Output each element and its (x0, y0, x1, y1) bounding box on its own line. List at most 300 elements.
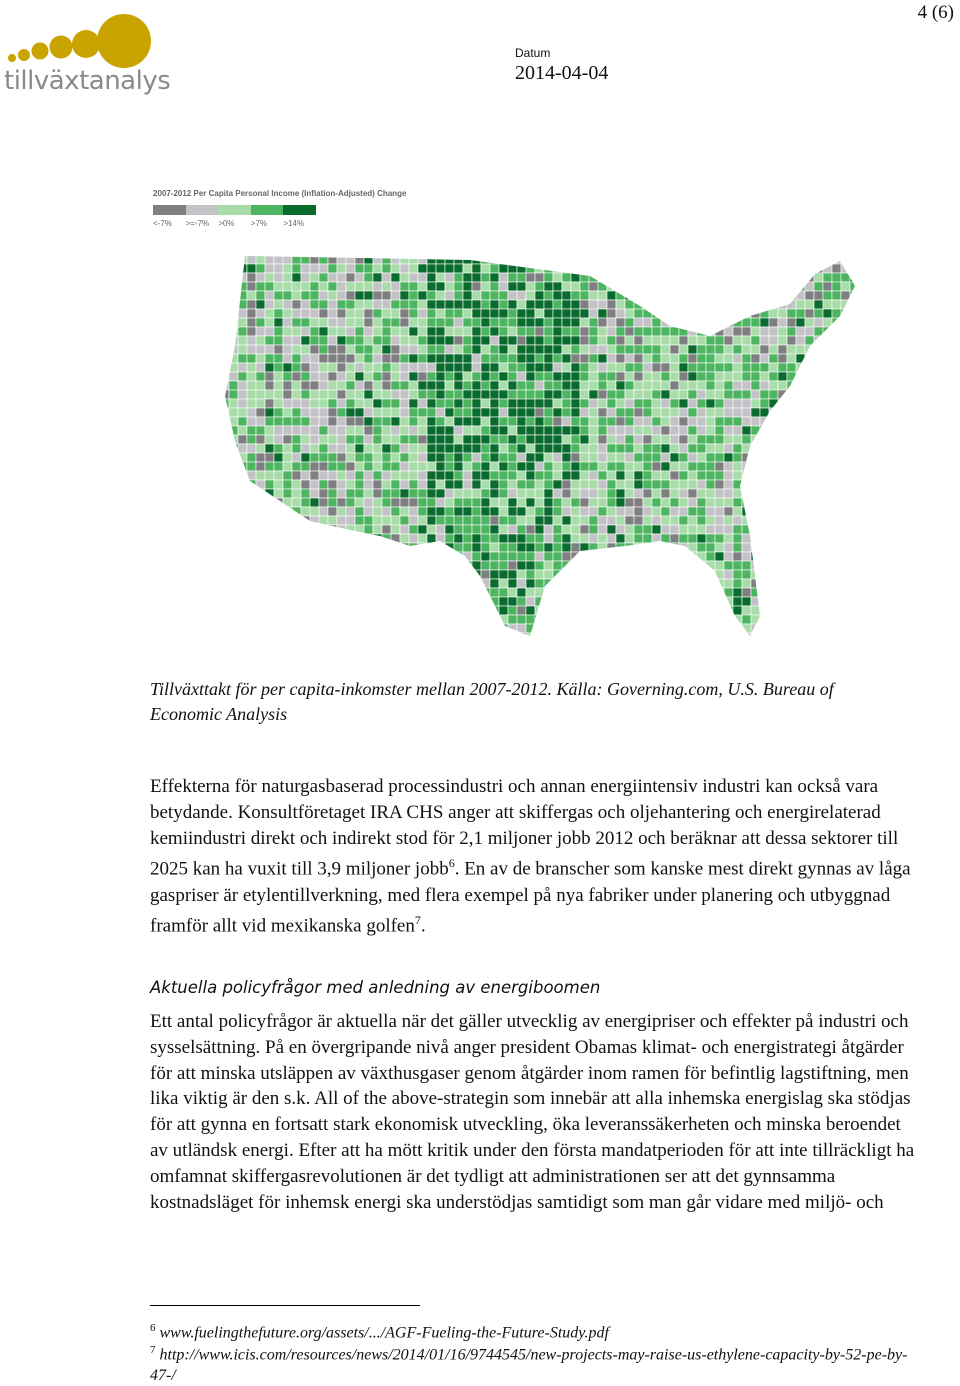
county-cell (616, 480, 625, 489)
county-cell (526, 381, 535, 390)
county-cell (778, 426, 787, 435)
county-cell (247, 273, 256, 282)
county-cell (229, 624, 238, 633)
county-cell (760, 543, 769, 552)
county-cell (580, 390, 589, 399)
county-cell (715, 471, 724, 480)
county-cell (382, 399, 391, 408)
county-cell (229, 570, 238, 579)
county-cell (706, 462, 715, 471)
county-cell (400, 615, 409, 624)
county-cell (463, 624, 472, 633)
county-cell (571, 561, 580, 570)
county-cell (616, 273, 625, 282)
county-cell (859, 597, 866, 606)
county-cell (265, 462, 274, 471)
county-cell (787, 327, 796, 336)
county-cell (535, 597, 544, 606)
county-cell (544, 570, 553, 579)
county-cell (247, 498, 256, 507)
county-cell (859, 318, 866, 327)
county-cell (292, 462, 301, 471)
county-cell (292, 471, 301, 480)
county-cell (526, 318, 535, 327)
county-cell (643, 462, 652, 471)
county-cell (688, 300, 697, 309)
county-cell (778, 507, 787, 516)
county-cell (481, 300, 490, 309)
county-cell (616, 318, 625, 327)
county-cell (580, 516, 589, 525)
county-cell (220, 570, 229, 579)
county-cell (229, 435, 238, 444)
county-cell (724, 273, 733, 282)
county-cell (481, 444, 490, 453)
county-cell (769, 471, 778, 480)
county-cell (301, 273, 310, 282)
county-cell (832, 606, 841, 615)
county-cell (382, 372, 391, 381)
county-cell (769, 282, 778, 291)
county-cell (409, 273, 418, 282)
county-cell (688, 615, 697, 624)
county-cell (616, 390, 625, 399)
county-cell (463, 246, 472, 255)
county-cell (841, 264, 850, 273)
county-cell (274, 417, 283, 426)
county-cell (256, 408, 265, 417)
county-cell (427, 354, 436, 363)
county-cell (382, 300, 391, 309)
date-label: Datum (515, 46, 551, 60)
county-cell (418, 516, 427, 525)
county-cell (283, 381, 292, 390)
county-cell (382, 543, 391, 552)
county-cell (697, 606, 706, 615)
county-cell (409, 498, 418, 507)
county-cell (301, 354, 310, 363)
county-cell (337, 624, 346, 633)
county-cell (481, 462, 490, 471)
county-cell (472, 363, 481, 372)
county-cell (814, 507, 823, 516)
county-cell (715, 606, 724, 615)
county-cell (346, 606, 355, 615)
county-cell (283, 363, 292, 372)
county-cell (841, 642, 850, 646)
county-cell (553, 606, 562, 615)
county-cell (382, 552, 391, 561)
county-cell (220, 408, 229, 417)
county-cell (310, 615, 319, 624)
county-cell (625, 363, 634, 372)
county-cell (598, 489, 607, 498)
county-cell (481, 327, 490, 336)
county-cell (634, 381, 643, 390)
county-cell (499, 498, 508, 507)
county-cell (580, 597, 589, 606)
county-cell (283, 462, 292, 471)
county-cell (418, 336, 427, 345)
county-cell (292, 570, 301, 579)
county-cell (526, 462, 535, 471)
county-cell (265, 516, 274, 525)
county-cell (625, 390, 634, 399)
county-cell (472, 435, 481, 444)
county-cell (229, 453, 238, 462)
county-cell (841, 534, 850, 543)
county-cell (580, 462, 589, 471)
county-cell (301, 615, 310, 624)
county-cell (391, 318, 400, 327)
county-cell (517, 390, 526, 399)
county-cell (382, 354, 391, 363)
county-cell (472, 543, 481, 552)
county-cell (769, 435, 778, 444)
county-cell (490, 255, 499, 264)
county-cell (364, 525, 373, 534)
county-cell (724, 417, 733, 426)
county-cell (346, 525, 355, 534)
county-cell (481, 543, 490, 552)
county-cell (679, 399, 688, 408)
county-cell (769, 570, 778, 579)
county-cell (616, 597, 625, 606)
county-cell (319, 534, 328, 543)
county-cell (418, 588, 427, 597)
county-cell (436, 255, 445, 264)
county-cell (499, 471, 508, 480)
county-cell (418, 552, 427, 561)
county-cell (256, 372, 265, 381)
county-cell (526, 282, 535, 291)
county-cell (409, 561, 418, 570)
county-cell (427, 318, 436, 327)
county-cell (733, 480, 742, 489)
county-cell (751, 453, 760, 462)
county-cell (499, 552, 508, 561)
county-cell (598, 435, 607, 444)
county-cell (382, 318, 391, 327)
county-cell (490, 489, 499, 498)
county-cell (643, 597, 652, 606)
county-cell (733, 273, 742, 282)
county-cell (571, 345, 580, 354)
county-cell (553, 489, 562, 498)
county-cell (805, 417, 814, 426)
county-cell (400, 561, 409, 570)
county-cell (256, 282, 265, 291)
county-cell (256, 588, 265, 597)
county-cell (463, 327, 472, 336)
county-cell (769, 597, 778, 606)
county-cell (688, 606, 697, 615)
county-cell (229, 516, 238, 525)
county-cell (220, 615, 229, 624)
county-cell (688, 624, 697, 633)
county-cell (661, 642, 670, 646)
county-cell (526, 642, 535, 646)
county-cell (247, 552, 256, 561)
county-cell (310, 606, 319, 615)
county-cell (607, 480, 616, 489)
county-cell (571, 462, 580, 471)
county-cell (454, 255, 463, 264)
county-cell (823, 579, 832, 588)
county-cell (418, 480, 427, 489)
county-cell (598, 246, 607, 255)
county-cell (778, 588, 787, 597)
county-cell (535, 345, 544, 354)
county-cell (409, 363, 418, 372)
county-cell (688, 543, 697, 552)
county-cell (454, 642, 463, 646)
county-cell (688, 471, 697, 480)
county-cell (598, 471, 607, 480)
county-cell (427, 633, 436, 642)
county-cell (373, 597, 382, 606)
county-cell (787, 525, 796, 534)
county-cell (832, 381, 841, 390)
county-cell (400, 417, 409, 426)
county-cell (220, 336, 229, 345)
county-cell (229, 588, 238, 597)
county-cell (616, 354, 625, 363)
county-cell (589, 624, 598, 633)
county-cell (301, 633, 310, 642)
county-cell (751, 534, 760, 543)
county-cell (589, 390, 598, 399)
county-cell (418, 417, 427, 426)
county-cell (517, 642, 526, 646)
county-cell (337, 273, 346, 282)
county-cell (346, 480, 355, 489)
county-cell (328, 498, 337, 507)
county-cell (220, 264, 229, 273)
county-cell (814, 246, 823, 255)
county-cell (526, 552, 535, 561)
county-cell (454, 264, 463, 273)
county-cell (436, 642, 445, 646)
county-cell (544, 300, 553, 309)
county-cell (535, 498, 544, 507)
county-cell (814, 462, 823, 471)
county-cell (679, 363, 688, 372)
county-cell (238, 273, 247, 282)
county-cell (508, 282, 517, 291)
county-cell (382, 534, 391, 543)
county-cell (724, 327, 733, 336)
county-cell (589, 615, 598, 624)
county-cell (850, 363, 859, 372)
county-cell (310, 624, 319, 633)
county-cell (580, 381, 589, 390)
county-cell (859, 633, 866, 642)
county-cell (787, 453, 796, 462)
county-cell (742, 507, 751, 516)
county-cell (418, 471, 427, 480)
county-cell (661, 408, 670, 417)
county-cell (508, 426, 517, 435)
county-cell (265, 615, 274, 624)
county-cell (832, 417, 841, 426)
county-cell (688, 498, 697, 507)
county-cell (256, 318, 265, 327)
county-cell (382, 633, 391, 642)
county-cell (472, 525, 481, 534)
county-cell (670, 336, 679, 345)
county-cell (751, 588, 760, 597)
county-cell (364, 435, 373, 444)
county-cell (778, 498, 787, 507)
county-cell (571, 282, 580, 291)
county-cell (328, 318, 337, 327)
county-cell (265, 345, 274, 354)
county-cell (508, 507, 517, 516)
county-cell (706, 363, 715, 372)
county-cell (454, 606, 463, 615)
county-cell (238, 489, 247, 498)
county-cell (661, 381, 670, 390)
county-cell (481, 471, 490, 480)
county-cell (373, 444, 382, 453)
county-cell (796, 345, 805, 354)
county-cell (346, 336, 355, 345)
county-cell (472, 417, 481, 426)
county-cell (841, 327, 850, 336)
county-cell (733, 345, 742, 354)
county-cell (733, 435, 742, 444)
county-cell (526, 300, 535, 309)
county-cell (472, 480, 481, 489)
county-cell (706, 543, 715, 552)
county-cell (814, 381, 823, 390)
county-cell (841, 489, 850, 498)
county-cell (688, 534, 697, 543)
county-cell (796, 615, 805, 624)
county-cell (589, 255, 598, 264)
county-cell (841, 399, 850, 408)
county-cell (634, 291, 643, 300)
county-cell (634, 534, 643, 543)
county-cell (562, 381, 571, 390)
county-cell (274, 642, 283, 646)
county-cell (778, 570, 787, 579)
county-cell (526, 498, 535, 507)
county-cell (562, 471, 571, 480)
county-cell (247, 345, 256, 354)
county-cell (832, 300, 841, 309)
county-cell (841, 453, 850, 462)
county-cell (454, 327, 463, 336)
date-value: 2014-04-04 (515, 62, 609, 84)
county-cell (256, 354, 265, 363)
county-cell (544, 552, 553, 561)
county-cell (571, 480, 580, 489)
county-cell (832, 615, 841, 624)
county-cell (400, 381, 409, 390)
county-cell (787, 516, 796, 525)
county-cell (580, 291, 589, 300)
county-cell (373, 246, 382, 255)
county-cell (472, 624, 481, 633)
county-cell (679, 633, 688, 642)
county-cell (346, 498, 355, 507)
county-cell (319, 381, 328, 390)
county-cell (751, 561, 760, 570)
county-cell (220, 354, 229, 363)
county-cell (706, 300, 715, 309)
county-cell (607, 282, 616, 291)
county-cell (508, 588, 517, 597)
county-cell (301, 588, 310, 597)
county-cell (823, 390, 832, 399)
county-cell (679, 489, 688, 498)
county-cell (814, 615, 823, 624)
county-cell (436, 408, 445, 417)
county-cell (625, 633, 634, 642)
county-cell (616, 615, 625, 624)
county-cell (859, 354, 866, 363)
county-cell (319, 399, 328, 408)
county-cell (310, 498, 319, 507)
county-cell (832, 516, 841, 525)
county-cell (652, 318, 661, 327)
county-cell (400, 489, 409, 498)
county-cell (706, 498, 715, 507)
county-cell (247, 489, 256, 498)
county-cell (652, 606, 661, 615)
county-cell (598, 561, 607, 570)
county-cell (625, 354, 634, 363)
county-cell (301, 597, 310, 606)
county-cell (607, 453, 616, 462)
county-cell (733, 264, 742, 273)
county-cell (661, 345, 670, 354)
county-cell (805, 642, 814, 646)
county-cell (445, 399, 454, 408)
county-cell (634, 471, 643, 480)
county-cell (661, 615, 670, 624)
county-cell (553, 354, 562, 363)
county-cell (463, 354, 472, 363)
county-cell (508, 525, 517, 534)
county-cell (553, 453, 562, 462)
county-cell (805, 390, 814, 399)
county-cell (499, 615, 508, 624)
county-cell (634, 309, 643, 318)
county-cell (751, 480, 760, 489)
county-cell (562, 390, 571, 399)
county-cell (571, 264, 580, 273)
county-cell (778, 363, 787, 372)
county-cell (706, 597, 715, 606)
county-cell (490, 291, 499, 300)
county-cell (337, 516, 346, 525)
county-cell (562, 345, 571, 354)
county-cell (319, 435, 328, 444)
county-cell (400, 453, 409, 462)
county-cell (598, 615, 607, 624)
county-cell (310, 543, 319, 552)
county-cell (508, 561, 517, 570)
county-cell (283, 642, 292, 646)
county-cell (589, 345, 598, 354)
county-cell (715, 480, 724, 489)
county-cell (841, 354, 850, 363)
county-cell (850, 534, 859, 543)
county-cell (229, 399, 238, 408)
